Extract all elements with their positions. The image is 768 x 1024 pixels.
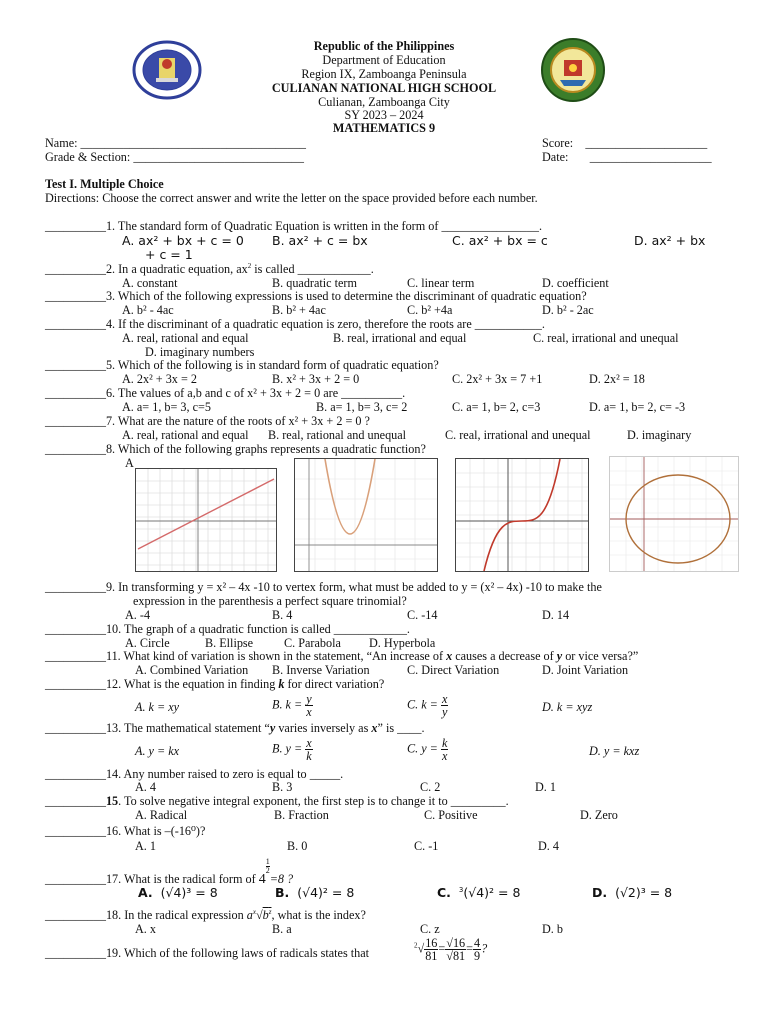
answer-blank[interactable]: __________ bbox=[45, 358, 106, 372]
answer-blank[interactable]: __________ bbox=[45, 824, 106, 838]
graph-b-parabola[interactable] bbox=[294, 458, 438, 572]
q13-choice-b: B. y = $\frac{x}{k}$ bbox=[272, 736, 312, 763]
answer-blank[interactable]: __________ bbox=[45, 946, 106, 960]
q6-choice-c: C. a= 1, b= 2, c=3 bbox=[452, 400, 541, 414]
answer-blank[interactable]: __________ bbox=[45, 721, 106, 735]
answer-blank[interactable]: __________ bbox=[45, 767, 106, 781]
q19-radical-law: $^2$√ $\frac{16}{81}$ = $\frac{√16}{√81}$ = $\frac{4}{9}$ ? bbox=[414, 936, 488, 963]
q1-choice-b: B. ax² + c = bx bbox=[272, 233, 368, 248]
header-address: Culianan, Zamboanga City bbox=[318, 95, 450, 109]
q7-choice-c: C. real, irrational and unequal bbox=[445, 428, 591, 442]
header-subject: MATHEMATICS 9 bbox=[332, 121, 436, 135]
question-1: __________1. The standard form of Quadratic Equation is written in the form of ________________. bbox=[45, 219, 543, 233]
question-18: __________18. In the radical expression $a^x√b^z$, what is the index? bbox=[45, 908, 366, 922]
answer-blank[interactable]: __________ bbox=[45, 622, 106, 636]
question-2: __________2. In a quadratic equation, $ax^2$ is called ____________. bbox=[45, 262, 374, 276]
question-9-cont: expression in the parenthesis a perfect square trinomial? bbox=[133, 594, 407, 608]
answer-blank[interactable]: __________ bbox=[45, 442, 106, 456]
answer-blank[interactable]: __________ bbox=[45, 386, 106, 400]
q3-choice-c: C. b² +4a bbox=[407, 303, 453, 317]
header-region: Region IX, Zamboanga Peninsula bbox=[301, 67, 467, 81]
question-5: __________5. Which of the following is in standard form of quadratic equation? bbox=[45, 358, 439, 372]
answer-blank[interactable]: __________ bbox=[45, 908, 106, 922]
q6-choice-a: A. a= 1, b= 3, c=5 bbox=[122, 400, 211, 414]
answer-blank[interactable]: __________ bbox=[45, 677, 106, 691]
q12-choice-c: C. k = $\frac{x}{y}$ bbox=[407, 692, 448, 719]
q14-choice-a: A. 4 bbox=[135, 780, 156, 794]
header-department: Department of Education bbox=[322, 53, 446, 67]
q10-choice-c: C. Parabola bbox=[284, 636, 341, 650]
q17-choice-c: C. $^3$(√4)² = 8 bbox=[437, 885, 521, 900]
q9-choice-c: C. -14 bbox=[407, 608, 438, 622]
q14-choice-b: B. 3 bbox=[272, 780, 293, 794]
q3-choice-d: D. b² - 2ac bbox=[542, 303, 594, 317]
q9-choice-b: B. 4 bbox=[272, 608, 293, 622]
q15-choice-b: B. Fraction bbox=[274, 808, 329, 822]
q5-choice-c: C. 2x² + 3x = 7 +1 bbox=[452, 372, 543, 386]
question-19: __________19. Which of the following laws of radicals states that bbox=[45, 946, 370, 960]
answer-blank[interactable]: __________ bbox=[45, 262, 106, 276]
q18-choice-a: A. x bbox=[135, 922, 156, 936]
question-4: __________4. If the discriminant of a quadratic equation is zero, therefore the roots are ___________. bbox=[45, 317, 545, 331]
date-label: Date: bbox=[542, 150, 569, 164]
q13-choice-c: C. y = $\frac{k}{x}$ bbox=[407, 736, 448, 763]
q4-choice-b: B. real, irrational and equal bbox=[333, 331, 467, 345]
q15-choice-d: D. Zero bbox=[580, 808, 618, 822]
q15-choice-c: C. Positive bbox=[424, 808, 478, 822]
answer-blank[interactable]: __________ bbox=[45, 219, 106, 233]
name-label: Name: bbox=[45, 136, 78, 150]
q11-choice-a: A. Combined Variation bbox=[135, 663, 249, 677]
q12-choice-d: D. k = xyz bbox=[542, 700, 593, 714]
answer-blank[interactable]: __________ bbox=[45, 649, 106, 663]
q2-choice-d: D. coefficient bbox=[542, 276, 609, 290]
q9-choice-a: A. -4 bbox=[125, 608, 151, 622]
graph-a-linear[interactable] bbox=[135, 468, 277, 572]
q16-choice-c: C. -1 bbox=[414, 839, 439, 853]
q13-choice-d: D. y = kxz bbox=[589, 744, 640, 758]
question-6: __________6. The values of a,b and c of x² + 3x + 2 = 0 are __________. bbox=[45, 386, 406, 400]
question-7: __________7. What are the nature of the roots of x² + 3x + 2 = 0 ? bbox=[45, 414, 370, 428]
question-17: __________17. What is the radical form of 4 $\frac{1}{2}$ =8 ? bbox=[45, 857, 294, 887]
q4-choice-c: C. real, irrational and unequal bbox=[533, 331, 679, 345]
header-school-year: SY 2023 – 2024 bbox=[344, 108, 424, 122]
q4-choice-a: A. real, rational and equal bbox=[122, 331, 249, 345]
q8-choice-a-label: A bbox=[125, 456, 134, 470]
question-16: __________16. What is –(-16⁰)? bbox=[45, 824, 206, 838]
q18-choice-b: B. a bbox=[272, 922, 292, 936]
q12-choice-a: A. k = xy bbox=[135, 700, 180, 714]
q11-choice-d: D. Joint Variation bbox=[542, 663, 629, 677]
answer-blank[interactable]: __________ bbox=[45, 317, 106, 331]
question-8: __________8. Which of the following graphs represents a quadratic function? bbox=[45, 442, 426, 456]
q14-choice-c: C. 2 bbox=[420, 780, 441, 794]
q16-choice-b: B. 0 bbox=[287, 839, 308, 853]
q5-choice-b: B. x² + 3x + 2 = 0 bbox=[272, 372, 360, 386]
q4-choice-d: D. imaginary numbers bbox=[145, 345, 255, 359]
grade-section-label: Grade & Section: bbox=[45, 150, 131, 164]
graph-d-ellipse[interactable] bbox=[609, 456, 739, 572]
q1-choice-d: D. ax² + bx bbox=[634, 233, 706, 248]
q2-choice-b: B. quadratic term bbox=[272, 276, 357, 290]
q16-choice-a: A. 1 bbox=[135, 839, 156, 853]
question-11: __________11. What kind of variation is shown in the statement, “An increase of x causes a decrease of y or vice versa?” bbox=[45, 649, 639, 663]
date-field[interactable]: ____________________ bbox=[589, 150, 712, 164]
q12-choice-b: B. k = $\frac{y}{x}$ bbox=[272, 692, 312, 719]
score-field[interactable]: ____________________ bbox=[585, 136, 708, 150]
q7-choice-a: A. real, rational and equal bbox=[122, 428, 249, 442]
q6-choice-b: B. a= 1, b= 3, c= 2 bbox=[316, 400, 408, 414]
q3-choice-b: B. b² + 4ac bbox=[272, 303, 326, 317]
test-title: Test I. Multiple Choice bbox=[45, 177, 164, 191]
question-10: __________10. The graph of a quadratic function is called ____________. bbox=[45, 622, 410, 636]
q2-choice-a: A. constant bbox=[122, 276, 178, 290]
name-field[interactable]: _____________________________________ bbox=[80, 136, 307, 150]
q6-choice-d: D. a= 1, b= 2, c= -3 bbox=[589, 400, 686, 414]
q17-choice-d: D. (√2)³ = 8 bbox=[592, 885, 673, 900]
answer-blank[interactable]: __________ bbox=[45, 872, 106, 886]
q9-choice-d: D. 14 bbox=[542, 608, 570, 622]
q10-choice-d: D. Hyperbola bbox=[369, 636, 436, 650]
q5-choice-d: D. 2x² = 18 bbox=[589, 372, 645, 386]
q5-choice-a: A. 2x² + 3x = 2 bbox=[122, 372, 197, 386]
header-republic: Republic of the Philippines bbox=[313, 39, 455, 53]
q15-choice-a: A. Radical bbox=[135, 808, 188, 822]
q18-choice-d: D. b bbox=[542, 922, 563, 936]
q18-choice-c: C. z bbox=[420, 922, 440, 936]
q3-choice-a: A. b² - 4ac bbox=[122, 303, 174, 317]
answer-blank[interactable]: __________ bbox=[45, 289, 106, 303]
q16-choice-d: D. 4 bbox=[538, 839, 559, 853]
question-15: __________15. To solve negative integral exponent, the first step is to change it to _________. bbox=[45, 794, 509, 808]
question-3: __________3. Which of the following expressions is used to determine the discriminant of quadratic equation? bbox=[45, 289, 587, 303]
question-12: __________12. What is the equation in finding k for direct variation? bbox=[45, 677, 385, 691]
q10-choice-b: B. Ellipse bbox=[205, 636, 254, 650]
test-directions: Directions: Choose the correct answer and write the letter on the space provided before each number. bbox=[45, 191, 538, 205]
q11-choice-b: B. Inverse Variation bbox=[272, 663, 370, 677]
question-14: __________14. Any number raised to zero is equal to _____. bbox=[45, 767, 344, 781]
header-school: CULIANAN NATIONAL HIGH SCHOOL bbox=[271, 81, 497, 95]
answer-blank[interactable]: __________ bbox=[45, 414, 106, 428]
score-label: Score: bbox=[542, 136, 574, 150]
q2-choice-c: C. linear term bbox=[407, 276, 475, 290]
q1-choice-c: C. ax² + bx = c bbox=[452, 233, 548, 248]
q1-choice-d-cont: + c = 1 bbox=[145, 247, 193, 262]
q14-choice-d: D. 1 bbox=[535, 780, 556, 794]
question-13: __________13. The mathematical statement “y varies inversely as x” is ____. bbox=[45, 721, 425, 735]
answer-blank[interactable]: __________ bbox=[45, 580, 106, 594]
q1-choice-a: A. ax² + bx + c = 0 bbox=[122, 233, 244, 248]
q7-choice-b: B. real, rational and unequal bbox=[268, 428, 407, 442]
question-9: __________9. In transforming y = x² – 4x -10 to vertex form, what must be added to y = (x² – 4x) -10 to make the bbox=[45, 580, 602, 594]
graph-c-cubic[interactable] bbox=[455, 458, 589, 572]
answer-blank[interactable]: __________ bbox=[45, 794, 106, 808]
grade-section-field[interactable]: ____________________________ bbox=[133, 150, 304, 164]
q13-choice-a: A. y = kx bbox=[135, 744, 180, 758]
q17-choice-b: B. (√4)² = 8 bbox=[275, 885, 355, 900]
q7-choice-d: D. imaginary bbox=[627, 428, 692, 442]
q17-choice-a: A. (√4)³ = 8 bbox=[138, 885, 218, 900]
q11-choice-c: C. Direct Variation bbox=[407, 663, 500, 677]
q10-choice-a: A. Circle bbox=[125, 636, 170, 650]
